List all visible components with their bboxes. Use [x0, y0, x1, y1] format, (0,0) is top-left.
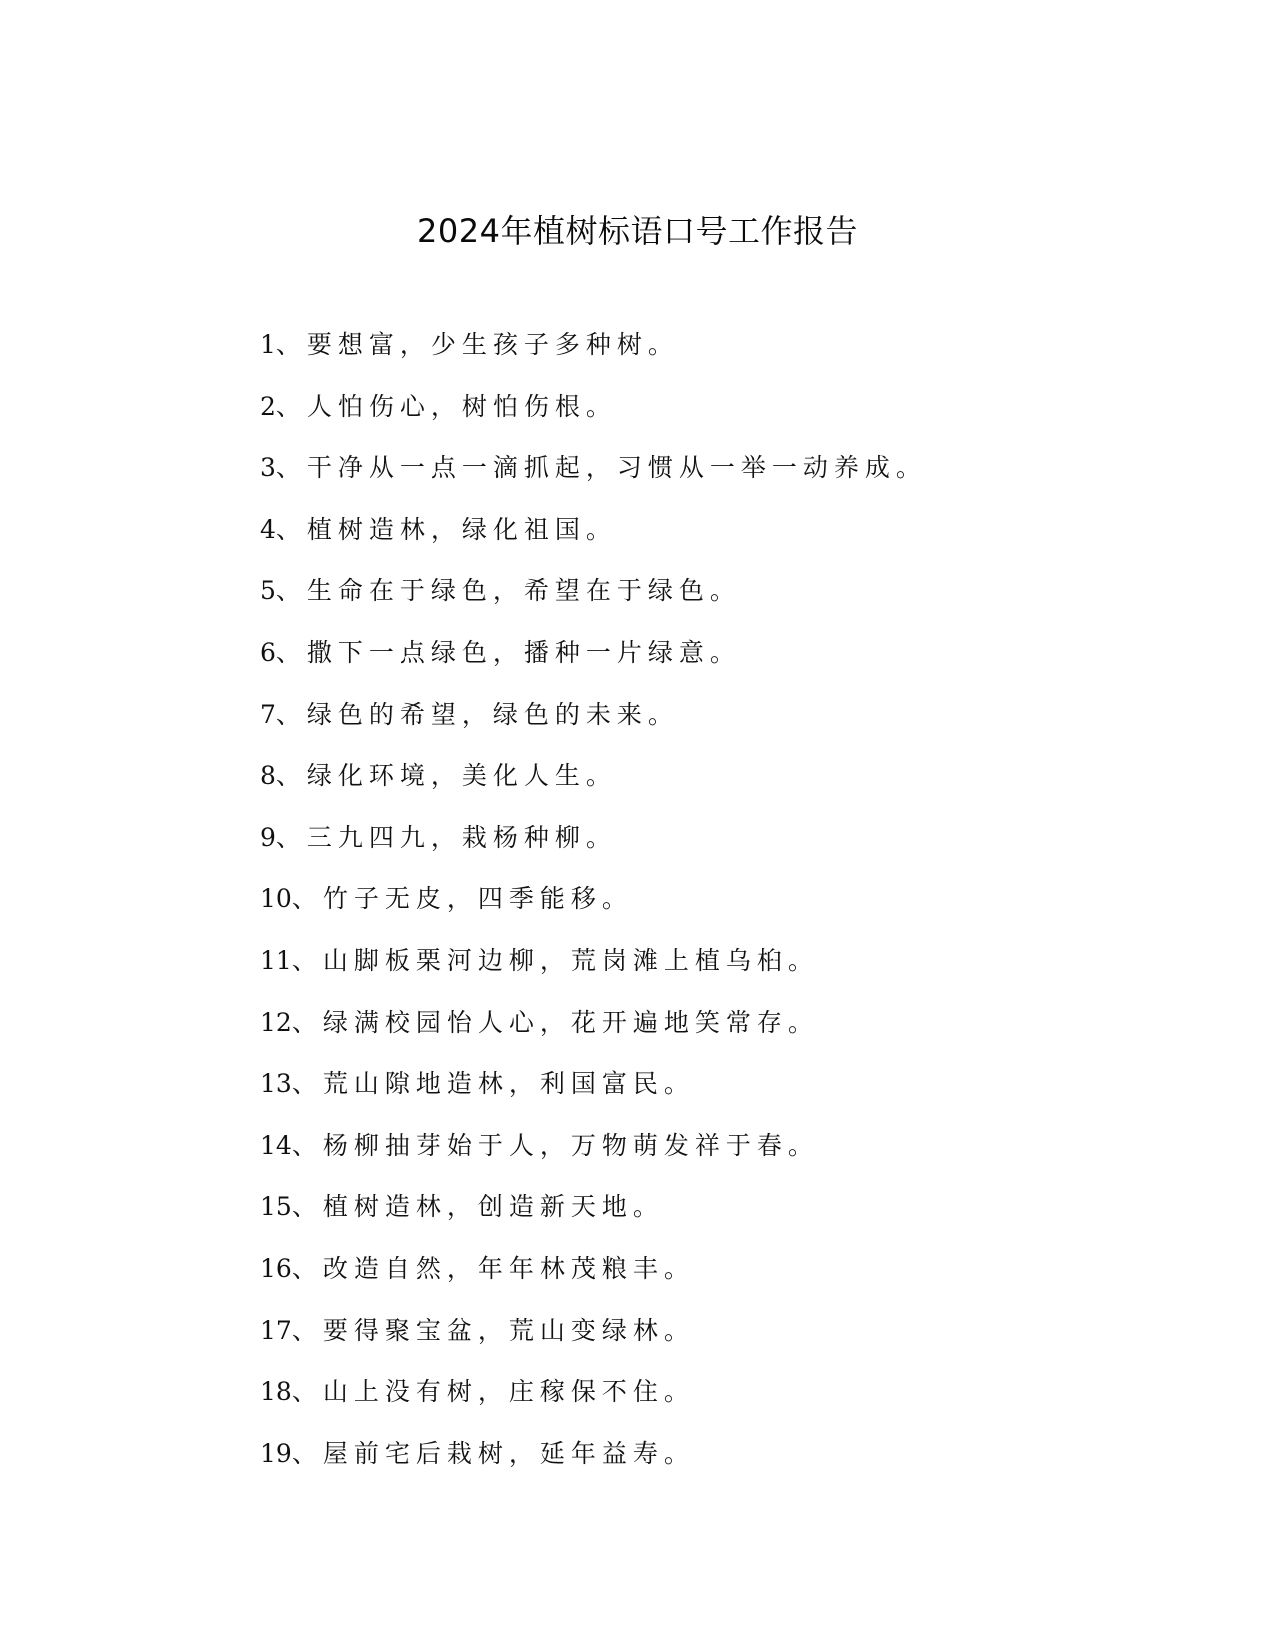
- item-text: 生命在于绿色，希望在于绿色。: [306, 576, 741, 606]
- item-text: 绿化环境，美化人生。: [306, 761, 617, 791]
- list-item: [260, 453, 1160, 515]
- item-number: 9: [260, 822, 276, 852]
- item-separator: 、: [291, 1377, 323, 1407]
- list-item: [260, 823, 1160, 885]
- item-text: 山脚板栗河边柳，荒岗滩上植乌桕。: [322, 945, 819, 975]
- item-separator: 、: [275, 699, 307, 729]
- item-number: 16: [260, 1253, 292, 1283]
- item-text: 干净从一点一滴抓起，习惯从一举一动养成。: [306, 453, 927, 483]
- item-number: 6: [260, 637, 276, 667]
- item-separator: 、: [275, 822, 307, 852]
- item-text: 三九四九，栽杨种柳。: [306, 822, 617, 852]
- list-item: [260, 700, 1160, 762]
- item-text: 撒下一点绿色，播种一片绿意。: [306, 637, 741, 667]
- list-item: [260, 392, 1160, 454]
- list-item: [260, 884, 1160, 946]
- item-number: 2: [260, 391, 276, 421]
- item-number: 11: [260, 945, 292, 975]
- item-separator: 、: [291, 1192, 323, 1222]
- item-number: 13: [260, 1069, 292, 1099]
- item-separator: 、: [291, 1007, 323, 1037]
- item-number: 4: [260, 514, 276, 544]
- item-number: 5: [260, 576, 276, 606]
- item-text: 竹子无皮，四季能移。: [322, 884, 633, 914]
- item-separator: 、: [275, 761, 307, 791]
- item-text: 荒山隙地造林，利国富民。: [322, 1069, 695, 1099]
- list-item: [260, 1439, 1160, 1501]
- item-text: 杨柳抽芽始于人，万物萌发祥于春。: [322, 1130, 819, 1160]
- list-item: [260, 576, 1160, 638]
- item-text: 改造自然，年年林茂粮丰。: [322, 1253, 695, 1283]
- item-number: 18: [260, 1377, 292, 1407]
- list-item: [260, 1131, 1160, 1193]
- item-number: 19: [260, 1438, 292, 1468]
- list-item: [260, 1192, 1160, 1254]
- list-item: [260, 1377, 1160, 1439]
- item-separator: 、: [275, 453, 307, 483]
- item-text: 要得聚宝盆，荒山变绿林。: [322, 1315, 695, 1345]
- item-text: 屋前宅后栽树，延年益寿。: [322, 1438, 695, 1468]
- list-item: [260, 1254, 1160, 1316]
- item-text: 植树造林，绿化祖国。: [306, 514, 617, 544]
- list-item: [260, 330, 1160, 392]
- list-item: [260, 515, 1160, 577]
- list-item: [260, 1069, 1160, 1131]
- item-separator: 、: [291, 945, 323, 975]
- list-item: [260, 1316, 1160, 1378]
- slogan-list: [260, 330, 1160, 1500]
- item-separator: 、: [275, 391, 307, 421]
- item-text: 绿满校园怡人心，花开遍地笑常存。: [322, 1007, 819, 1037]
- item-number: 15: [260, 1192, 292, 1222]
- item-separator: 、: [291, 1130, 323, 1160]
- item-number: 14: [260, 1130, 292, 1160]
- item-separator: 、: [275, 637, 307, 667]
- item-text: 绿色的希望，绿色的未来。: [306, 699, 679, 729]
- item-number: 8: [260, 761, 276, 791]
- list-item: [260, 761, 1160, 823]
- item-separator: 、: [291, 1069, 323, 1099]
- item-separator: 、: [275, 514, 307, 544]
- item-text: 植树造林，创造新天地。: [322, 1192, 664, 1222]
- item-separator: 、: [291, 1315, 323, 1345]
- item-text: 人怕伤心，树怕伤根。: [306, 391, 617, 421]
- item-separator: 、: [275, 330, 307, 359]
- list-item: [260, 1008, 1160, 1070]
- item-separator: 、: [291, 1253, 323, 1283]
- document-title: 2024年植树标语口号工作报告: [417, 212, 858, 250]
- item-text: 山上没有树，庄稼保不住。: [322, 1377, 695, 1407]
- list-item: [260, 946, 1160, 1008]
- item-number: 7: [260, 699, 276, 729]
- list-item: [260, 638, 1160, 700]
- item-separator: 、: [275, 576, 307, 606]
- item-number: 10: [260, 884, 292, 914]
- item-separator: 、: [291, 884, 323, 914]
- item-number: 12: [260, 1007, 292, 1037]
- item-text: 要想富，少生孩子多种树。: [306, 330, 679, 359]
- item-number: 17: [260, 1315, 292, 1345]
- item-number: 3: [260, 453, 276, 483]
- item-number: 1: [260, 330, 276, 359]
- item-separator: 、: [291, 1438, 323, 1468]
